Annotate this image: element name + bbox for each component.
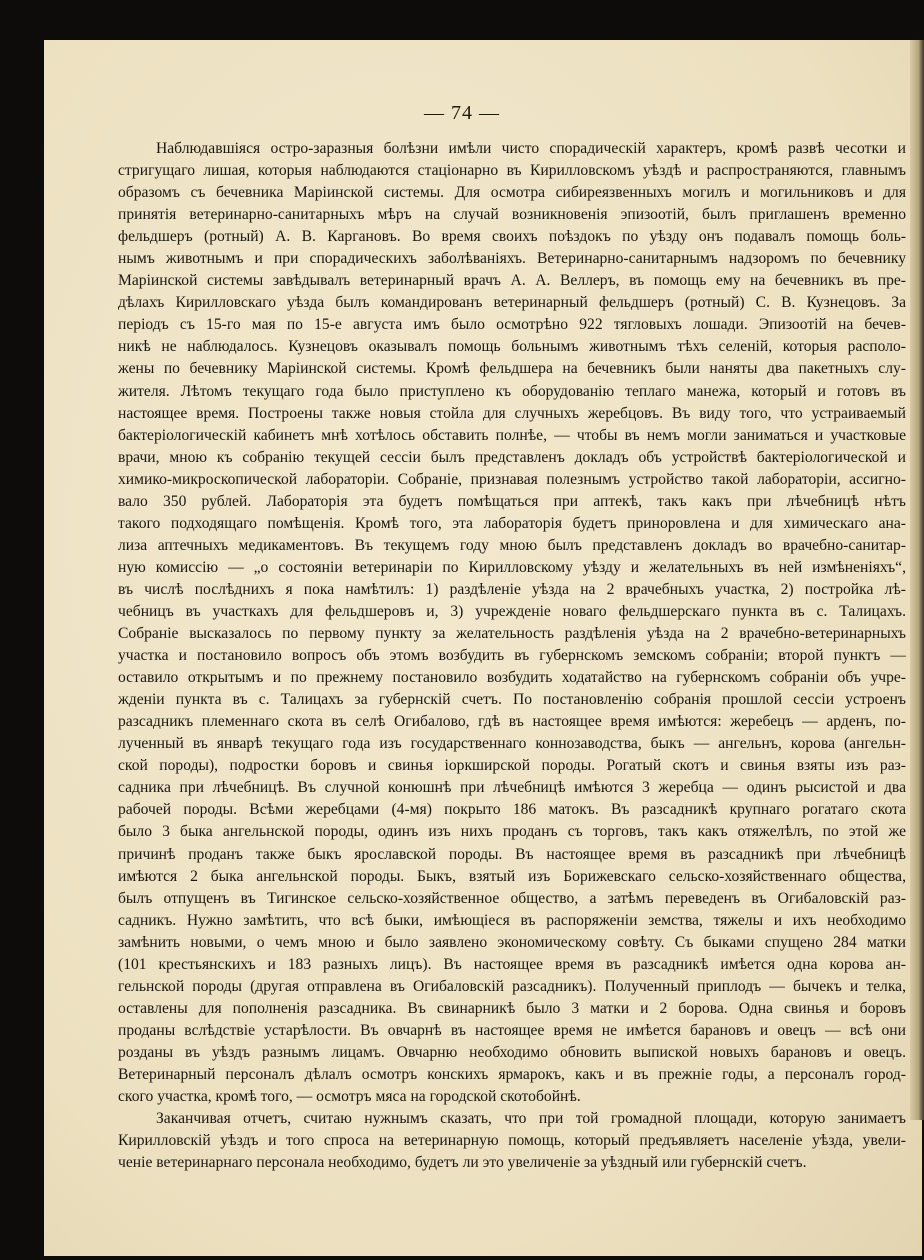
text-line: нымъ животнымъ и при спорадическихъ заболѣваніяхъ. Ветеринарно-санитарнымъ надзоромъ по бечевнику [118, 250, 906, 268]
text-line: гельнской породы (другая отправлена въ Огибаловскій разсадникъ). Полученный приплодъ — бычекъ и телка, [118, 977, 906, 995]
text-line: ченіе ветеринарнаго персонала необходимо, будетъ ли это увеличеніе за уѣздный или губернскій счетъ. [118, 1154, 807, 1172]
text-line: періодъ съ 15-го мая по 15-е августа имъ было осмотрѣно 922 тягловыхъ лошади. Эпизоотій на бечев- [118, 316, 906, 334]
text-line: Кирилловскій уѣздъ и того спроса на ветеринарную помощь, который предъявляетъ населеніе уѣзда, увели- [118, 1132, 906, 1150]
text-line: стригущаго лишая, которыя наблюдаются стаціонарно въ Кирилловскомъ уѣздѣ и распространяются, главнымъ [118, 162, 906, 180]
text-line: причинѣ проданъ также быкъ ярославской породы. Въ настоящее время въ разсадникѣ при лѣчебницѣ [118, 845, 906, 863]
text-line: садника при лѣчебницѣ. Въ случной конюшнѣ при лѣчебницѣ имѣются 3 жеребца — одинъ рысистой и два [118, 779, 906, 797]
text-line: никѣ не наблюдалось. Кузнецовъ оказывалъ помощь больнымъ животнымъ тѣхъ селеній, которыя располо- [118, 338, 906, 356]
text-line: рабочей породы. Всѣми жеребцами (4-мя) покрыто 186 матокъ. Въ разсадникѣ крупнаго рогатаго скота [118, 801, 906, 819]
text-line: Ветеринарный персоналъ дѣлалъ осмотръ конскихъ ярмарокъ, какъ и въ прежніе годы, а персоналъ город- [118, 1065, 906, 1083]
text-line: имѣются 2 быка ангельнской породы. Быкъ, взятый изъ Борижевскаго сельско-хозяйственнаго общества, [118, 867, 906, 885]
text-line: фельдшеръ (ротный) А. В. Каргановъ. Во время своихъ поѣздокъ по уѣзду онъ подавалъ помощь боль- [118, 228, 906, 246]
text-line: жителя. Лѣтомъ текущаго года было приступлено къ оборудованію теплаго манежа, который и готовъ въ [118, 382, 906, 400]
text-line: замѣнить новыми, о чемъ мною и было заявлено экономическому совѣту. Съ быками спущено 284 матки [118, 933, 906, 951]
body-text [118, 138, 906, 1174]
text-line: ского участка, кромѣ того, — осмотръ мяса на городской скотобойнѣ. [118, 1088, 581, 1106]
text-line: было 3 быка ангельнской породы, одинъ изъ нихъ проданъ съ торговъ, такъ какъ отяжелѣлъ, по этой же [118, 823, 906, 841]
text-line: розданы въ уѣздъ разнымъ лицамъ. Овчарню необходимо обновить выпиской новыхъ барановъ и овецъ. [118, 1043, 906, 1061]
text-line: былъ отпущенъ въ Тигинское сельско-хозяйственное общество, а затѣмъ переведенъ въ Огибаловскій раз- [118, 889, 906, 907]
text-line: дѣлахъ Кирилловскаго уѣзда былъ командированъ ветеринарный фельдшеръ (ротный) С. В. Кузнецовъ. За [118, 294, 906, 312]
text-line: ную комиссію — „о состояніи ветеринаріи по Кирилловскому уѣзду и желательныхъ въ ней измѣненіяхъ“, [118, 558, 906, 576]
text-line: Заканчивая отчетъ, считаю нужнымъ сказать, что при той громадной площади, которую занимаетъ [156, 1110, 906, 1128]
text-line: Маріинской системы завѣдывалъ ветеринарный врачъ А. А. Веллеръ, въ помощь ему на бечевникъ въ пре- [118, 272, 906, 290]
text-line: настоящее время. Построены также новыя стойла для случныхъ жеребцовъ. Въ виду того, что устраиваемый [118, 404, 906, 422]
text-line: Наблюдавшіяся остро-заразныя болѣзни имѣли чисто спорадическій характеръ, кромѣ развѣ чесотки и [156, 140, 906, 157]
text-line: оставлены для пополненія разсадника. Въ свинарникѣ было 3 матки и 2 борова. Одна свинья и боровъ [118, 999, 906, 1017]
page-number: — 74 — [424, 102, 500, 124]
text-line: вало 350 рублей. Лабораторія эта будетъ помѣщаться при аптекѣ, такъ какъ при лѣчебницѣ нѣтъ [118, 492, 906, 510]
text-line: жены по бечевнику Маріинской системы. Кромѣ фельдшера на бечевникъ были наняты два пакетныхъ слу- [118, 360, 906, 378]
text-line: образомъ съ бечевника Маріинской системы. Для осмотра сибиреязвенныхъ могилъ и могильниковъ и для [118, 184, 906, 202]
text-line: такого подходящаго помѣщенія. Кромѣ того, эта лабораторія будетъ приноровлена и для химическаго ана- [118, 514, 906, 532]
text-line: чебницъ въ участкахъ для фельдшеровъ и, 3) учрежденіе новаго фельдшерскаго пункта въ с. Талицахъ. [118, 602, 906, 620]
text-line: бактеріологическій кабинетъ мнѣ хотѣлось обставить полнѣе, — чтобы въ немъ могли заниматься и участковые [118, 426, 906, 444]
text-line: ской породы), подростки боровъ и свинья іоркширской породы. Рогатый скотъ и свинья взяты изъ раз- [118, 757, 906, 775]
text-line: (101 крестьянскихъ и 183 разныхъ лицъ). Въ настоящее время въ разсадникѣ имѣется одна корова ан- [118, 955, 906, 973]
text-line: врачи, мною къ собранію текущей сессіи былъ представленъ докладъ объ устройствѣ бактеріологической и [118, 448, 906, 466]
adjacent-page-edge [910, 40, 924, 1120]
text-line: оставило открытымъ и по прежнему постановило возбудить ходатайство на губернскомъ собраніи объ учре- [118, 669, 906, 687]
text-line: принятія ветеринарно-санитарныхъ мѣръ на случай возникновенія эпизоотій, былъ приглашенъ временно [118, 206, 906, 224]
text-line: Собраніе высказалось по первому пункту за желательность раздѣленія уѣзда на 2 врачебно-ветеринарныхъ [118, 625, 906, 643]
text-line: лученный въ январѣ текущаго года изъ государственнаго коннозаводства, быкъ — ангельнъ, корова (ангельн- [118, 735, 906, 753]
text-line: участка и постановило вопросъ объ этомъ возбудить въ губернскомъ земскомъ собраніи; второй пунктъ — [118, 647, 906, 665]
text-line: жденіи пункта въ с. Талицахъ за губернскій счетъ. По постановленію собранія прошлой сессіи устроенъ [118, 691, 906, 709]
text-line: химико-микроскопической лабораторіи. Собраніе, признавая полезнымъ устройство такой лабораторіи, ассигно- [118, 470, 906, 488]
text-line: проданы вслѣдствіе устарѣлости. Въ овчарнѣ въ настоящее время не имѣется барановъ и овецъ — всѣ они [118, 1021, 906, 1039]
text-line: разсадникъ племеннаго скота въ селѣ Огибалово, гдѣ въ настоящее время имѣются: жеребецъ — арденъ, по- [118, 713, 906, 731]
text-line: лиза аптечныхъ медикаментовъ. Въ текущемъ году мною былъ представленъ докладъ во врачебно-санитар- [118, 536, 906, 554]
text-line: садникъ. Нужно замѣтить, что всѣ быки, имѣющіеся въ распоряженіи земства, тяжелы и ихъ необходимо [118, 911, 906, 929]
text-line: въ числѣ послѣднихъ я пока намѣтилъ: 1) раздѣленіе уѣзда на 2 врачебныхъ участка, 2) постройка лѣ- [118, 580, 906, 598]
